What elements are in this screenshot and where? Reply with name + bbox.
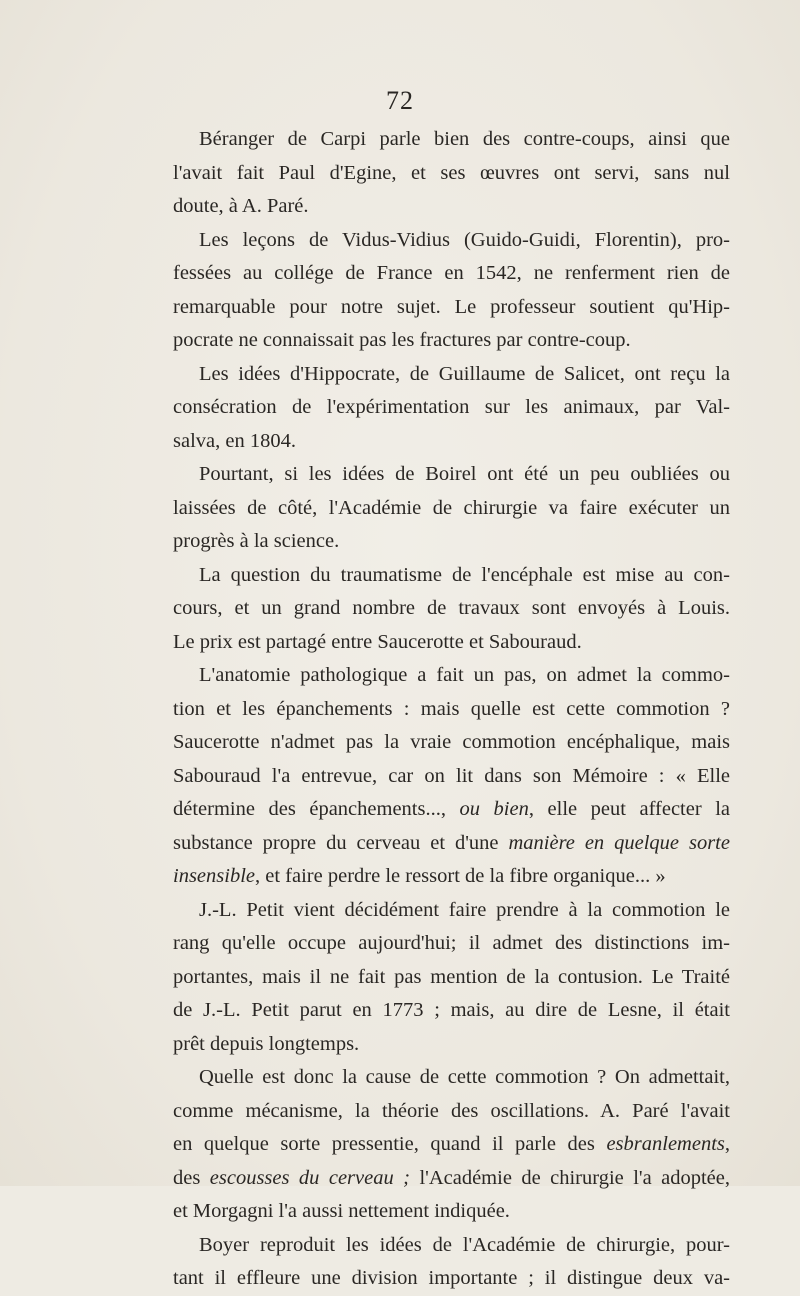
text-line bbox=[173, 425, 730, 459]
line-text: Quelle est donc la cause de cette commotion ? On admettait, bbox=[199, 1066, 730, 1088]
text-line bbox=[173, 927, 730, 961]
line-text: Les leçons de Vidus-Vidius (Guido-Guidi, Florentin), pro- bbox=[199, 228, 730, 251]
line-text: prêt depuis longtemps. bbox=[173, 1032, 360, 1055]
text-line bbox=[173, 257, 730, 291]
line-text: Saucerotte n'admet pas la vraie commotion encéphalique, mais bbox=[173, 731, 730, 753]
line-text: en quelque sorte pressentie, quand il parle des bbox=[173, 1133, 607, 1155]
line-text: , bbox=[724, 1133, 730, 1155]
line-text: des bbox=[173, 1166, 210, 1189]
line-text: fessées au collége de France en 1542, ne renferment rien de bbox=[173, 262, 730, 284]
body-text bbox=[173, 123, 730, 1296]
line-text: J.-L. Petit vient décidément faire prendre à la commotion le bbox=[199, 898, 730, 921]
text-line bbox=[173, 726, 730, 760]
line-text: doute, à A. Paré. bbox=[173, 195, 309, 217]
line-text: tion et les épanchements : mais quelle est cette commotion ? bbox=[173, 697, 730, 720]
line-text: rang qu'elle occupe aujourd'hui; il admet des distinctions im- bbox=[173, 932, 730, 954]
text-line bbox=[173, 659, 730, 693]
line-text: laissées de côté, l'Académie de chirurgie va faire exécuter un bbox=[173, 496, 730, 519]
text-line bbox=[173, 123, 730, 157]
text-line bbox=[173, 525, 730, 559]
text-line bbox=[173, 492, 730, 526]
line-text: pocrate ne connaissait pas les fractures par contre-coup. bbox=[173, 329, 631, 351]
italic-text: esbranlements bbox=[606, 1133, 725, 1155]
line-text: comme mécanisme, la théorie des oscillations. A. Paré l'avait bbox=[173, 1099, 730, 1122]
line-text: et Morgagni l'a aussi nettement indiquée. bbox=[173, 1200, 510, 1222]
line-text: tant il effleure une division importante ; il distingue deux va- bbox=[173, 1267, 730, 1289]
line-text: L'anatomie pathologique a fait un pas, on admet la commo- bbox=[199, 664, 730, 686]
line-text: progrès à la science. bbox=[173, 530, 340, 552]
text-line bbox=[173, 1095, 730, 1129]
text-line bbox=[173, 324, 730, 358]
text-line bbox=[173, 291, 730, 325]
text-line bbox=[173, 961, 730, 995]
text-line bbox=[173, 1061, 730, 1095]
text-line bbox=[173, 1262, 730, 1296]
text-line bbox=[173, 760, 730, 794]
line-text: Pourtant, si les idées de Boirel ont été un peu oubliées ou bbox=[199, 463, 730, 485]
italic-text: insensible bbox=[173, 865, 255, 887]
italic-text: escousses du cerveau ; bbox=[209, 1166, 410, 1189]
text-line bbox=[173, 994, 730, 1028]
page-number: 72 bbox=[386, 86, 414, 115]
line-text: cours, et un grand nombre de travaux sont envoyés à Louis. bbox=[173, 597, 730, 619]
text-line bbox=[173, 391, 730, 425]
text-line bbox=[173, 894, 730, 928]
text-line bbox=[173, 1229, 730, 1263]
text-line bbox=[173, 559, 730, 593]
text-line bbox=[173, 827, 730, 861]
text-line bbox=[173, 458, 730, 492]
text-line bbox=[173, 358, 730, 392]
line-text: substance propre du cerveau et d'une bbox=[173, 831, 509, 854]
text-line bbox=[173, 224, 730, 258]
line-text: Le prix est partagé entre Saucerotte et Sabouraud. bbox=[173, 630, 582, 653]
text-line bbox=[173, 190, 730, 224]
text-line bbox=[173, 157, 730, 191]
line-text: Les idées d'Hippocrate, de Guillaume de Salicet, ont reçu la bbox=[199, 362, 730, 385]
line-text: portantes, mais il ne fait pas mention de la contusion. Le Traité bbox=[173, 965, 730, 988]
text-line bbox=[173, 1162, 730, 1196]
text-line bbox=[173, 1195, 730, 1229]
text-line bbox=[173, 592, 730, 626]
line-text: salva, en 1804. bbox=[173, 429, 296, 452]
line-text: de J.-L. Petit parut en 1773 ; mais, au dire de Lesne, il était bbox=[173, 999, 730, 1021]
italic-text: ou bien bbox=[459, 798, 529, 820]
line-text: Boyer reproduit les idées de l'Académie de chirurgie, pour- bbox=[199, 1233, 730, 1256]
text-line bbox=[173, 1128, 730, 1162]
line-text: remarquable pour notre sujet. Le professeur soutient qu'Hip- bbox=[173, 295, 730, 318]
line-text: détermine des épanchements..., bbox=[173, 798, 460, 820]
line-text: , elle peut affecter la bbox=[528, 798, 731, 820]
line-text: , et faire perdre le ressort de la fibre organique... » bbox=[255, 865, 666, 887]
text-line bbox=[173, 626, 730, 660]
italic-text: manière en quelque sorte bbox=[508, 831, 730, 854]
line-text: Béranger de Carpi parle bien des contre-coups, ainsi que bbox=[199, 128, 730, 150]
line-text: consécration de l'expérimentation sur les animaux, par Val- bbox=[173, 396, 730, 418]
line-text: l'avait fait Paul d'Egine, et ses œuvres ont servi, sans nul bbox=[173, 161, 730, 184]
line-text: Sabouraud l'a entrevue, car on lit dans son Mémoire : « Elle bbox=[173, 764, 730, 787]
text-line bbox=[173, 793, 730, 827]
text-line bbox=[173, 1028, 730, 1062]
text-line bbox=[173, 860, 730, 894]
text-line bbox=[173, 693, 730, 727]
line-text: l'Académie de chirurgie l'a adoptée, bbox=[410, 1166, 730, 1189]
line-text: La question du traumatisme de l'encéphale est mise au con- bbox=[199, 563, 730, 586]
